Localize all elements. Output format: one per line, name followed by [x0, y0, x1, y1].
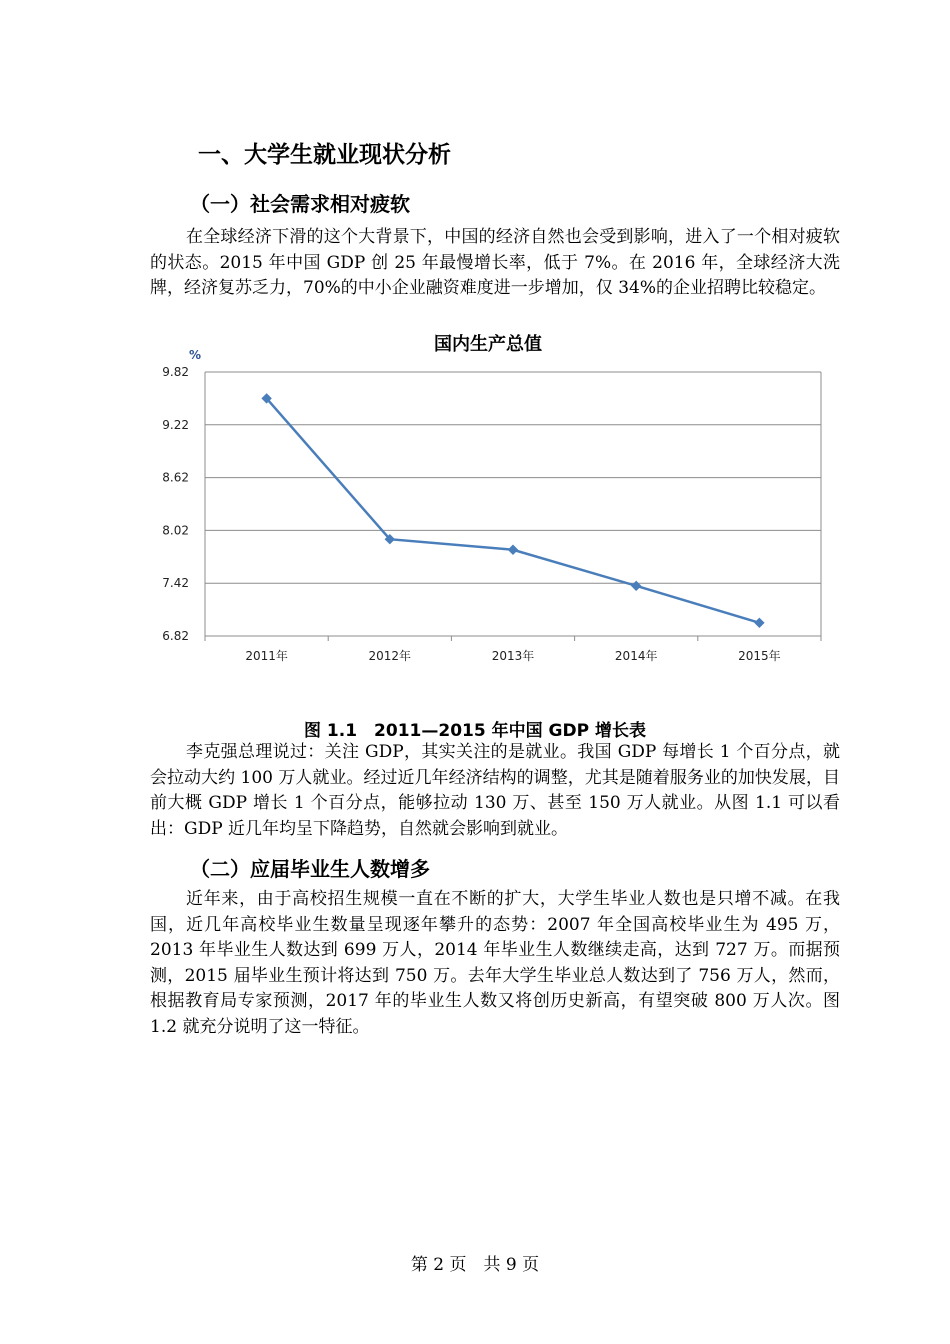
y-tick-label: 9.82 — [162, 365, 189, 379]
y-tick-label: 6.82 — [162, 629, 189, 643]
chart-title: 国内生产总值 — [434, 334, 542, 355]
data-point-marker — [509, 545, 518, 554]
section-title: 一、大学生就业现状分析 — [198, 142, 451, 168]
data-point-marker — [632, 581, 641, 590]
x-tick-label: 2011年 — [245, 649, 288, 663]
x-tick-label: 2012年 — [368, 649, 412, 663]
paragraph-3: 近年来，由于高校招生规模一直在不断的扩大，大学生毕业人数也是只增不减。在我国，近几年高校毕业生数量呈现逐年攀升的态势：2007 年全国高校毕业生为 495 万，2013 年毕业生人数达到 699 万人，2014 年毕业生人数继续走高，达到 727 万。而据预测，2015 届毕业生预计将达到 750 万。去年大学生毕业总人数达到了 756 万人，然而，根据教育局专家预测，2017 年的毕业生人数又将创历史新高，有望突破 800 万人次。图 1.2 就充分说明了这一特征。 — [150, 889, 840, 1037]
gdp-chart — [150, 330, 840, 670]
y-tick-label: 8.02 — [162, 523, 189, 538]
y-tick-label: 8.62 — [162, 470, 189, 485]
gdp-chart-svg — [150, 330, 840, 670]
y-tick-label: 7.42 — [162, 576, 189, 591]
x-tick-label: 2013年 — [491, 649, 535, 663]
x-tick-label: 2015年 — [738, 649, 781, 663]
paragraph-1: 在全球经济下滑的这个大背景下，中国的经济自然也会受到影响，进入了一个相对疲软的状态。2015 年中国 GDP 创 25 年最慢增长率，低于 7%。在 2016 年，全球经济大洗牌，经济复苏乏力，70%的中小企业融资难度进一步增加，仅 34%的企业招聘比较稳定。 — [150, 227, 840, 298]
figure-caption: 图 1.1 2011—2015 年中国 GDP 增长表 — [304, 721, 646, 741]
page-footer: 第 2 页 共 9 页 — [410, 1255, 540, 1275]
x-tick-label: 2014年 — [614, 649, 658, 663]
paragraph-2: 李克强总理说过：关注 GDP，其实关注的是就业。我国 GDP 每增长 1 个百分点，就会拉动大约 100 万人就业。经过近几年经济结构的调整，尤其是随着服务业的加快发展，目前大概 GDP 增长 1 个百分点，能够拉动 130 万、甚至 150 万人就业。从图 1.1 可以看出：GDP 近几年均呈下降趋势，自然就会影响到就业。 — [150, 742, 840, 839]
y-tick-label: 9.22 — [162, 417, 189, 432]
data-point-marker — [755, 618, 764, 627]
subsection-title-1: （一）社会需求相对疲软 — [190, 192, 410, 216]
series-line — [267, 398, 760, 622]
y-axis-unit-label: % — [188, 348, 202, 362]
subsection-title-2: （二）应届毕业生人数增多 — [190, 857, 430, 881]
